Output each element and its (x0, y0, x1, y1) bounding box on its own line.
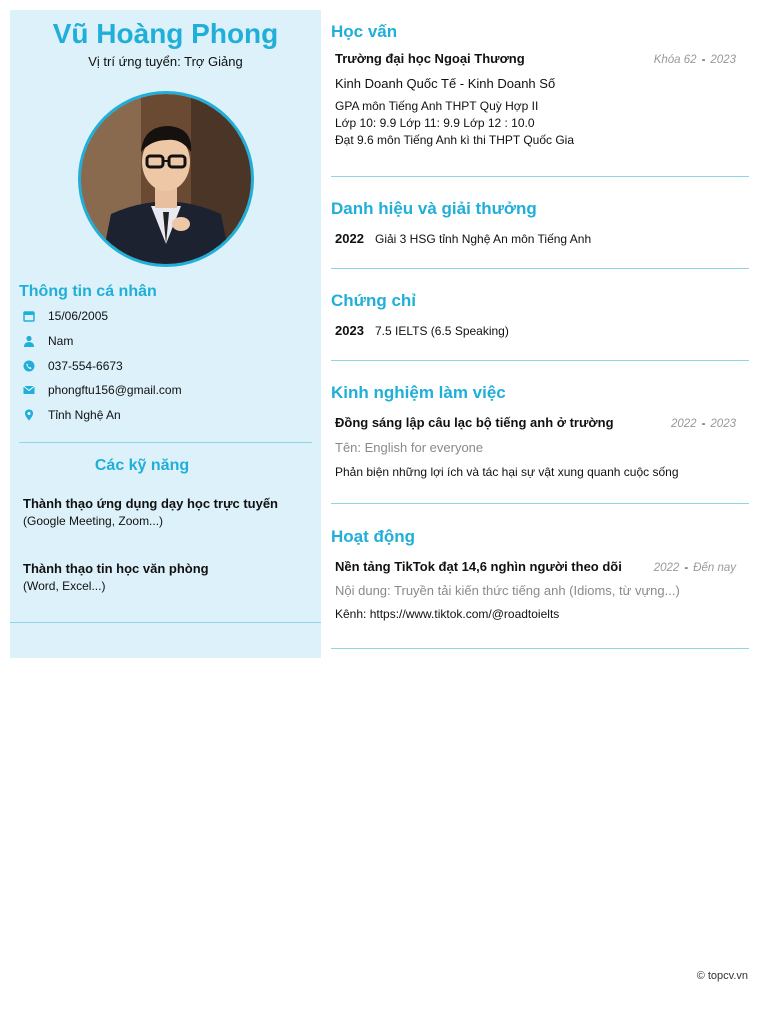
education-title: Học vấn (331, 22, 398, 41)
skills-title: Các kỹ năng (94, 457, 190, 474)
location-pin-icon (22, 408, 36, 422)
gender-row (22, 331, 73, 351)
email-row (22, 380, 182, 400)
divider (19, 442, 312, 443)
activity-content: Nội dung: Truyền tải kiến thức tiếng anh (Idioms, từ vựng...) (335, 583, 680, 598)
end-date: 2023 (710, 418, 736, 430)
activity-channel[interactable]: Kênh: https://www.tiktok.com/@roadtoielts (335, 607, 560, 621)
skill-detail: (Word, Excel...) (23, 579, 106, 593)
divider (331, 503, 749, 504)
major: Kinh Doanh Quốc Tế - Kinh Doanh Số (335, 76, 556, 91)
skill-item (23, 496, 308, 528)
divider (331, 268, 749, 269)
experience-dates: 2022 - 2023 (670, 418, 736, 430)
position-applied: Vị trí ứng tuyển: Trợ Giảng (88, 54, 243, 69)
certificates-title: Chứng chỉ (331, 291, 417, 310)
activity-name: Nền tảng TikTok đạt 14,6 nghìn người theo dõi (335, 559, 622, 574)
position-title: Đồng sáng lập câu lạc bộ tiếng anh ở trường (335, 415, 614, 430)
footer-credit[interactable]: © topcv.vn (696, 970, 748, 982)
certificates-section (331, 291, 749, 338)
gender-value: Nam (48, 334, 74, 348)
awards-section (331, 199, 749, 246)
person-icon (22, 334, 36, 348)
experience-title: Kinh nghiệm làm việc (331, 383, 506, 402)
awards-title: Danh hiệu và giải thưởng (331, 199, 537, 218)
start-date: 2022 (670, 418, 697, 430)
calendar-icon (22, 309, 36, 323)
end-date: Đến nay (693, 562, 736, 574)
company-name: Tên: English for everyone (335, 440, 484, 455)
divider (331, 360, 749, 361)
skill-item (23, 561, 308, 593)
candidate-name: Vũ Hoàng Phong (52, 18, 279, 49)
end-date: 2023 (710, 54, 736, 66)
personal-info-title: Thông tin cá nhân (19, 283, 157, 300)
avatar (78, 91, 254, 267)
email-icon (22, 383, 36, 397)
start-date: Khóa 62 (653, 54, 697, 66)
detail-line: Lớp 10: 9.9 Lớp 11: 9.9 Lớp 12 : 10.0 (335, 116, 535, 130)
certificate-year: 2023 (335, 323, 364, 338)
divider (331, 176, 749, 177)
certificate-item (331, 323, 749, 338)
phone-row (22, 356, 123, 376)
activities-section (331, 527, 749, 623)
birthday-value: 15/06/2005 (48, 309, 109, 323)
education-dates: Khóa 62 - 2023 (653, 54, 736, 66)
award-year: 2022 (335, 231, 364, 246)
education-details (335, 98, 736, 149)
activity-dates: 2022 - Đến nay (653, 562, 736, 574)
phone-icon (22, 359, 36, 373)
detail-line: GPA môn Tiếng Anh THPT Quỳ Hợp II (335, 99, 539, 113)
birthday-row (22, 306, 108, 326)
award-item (331, 231, 749, 246)
school-name: Trường đại học Ngoại Thương (335, 51, 525, 66)
divider (10, 622, 321, 623)
skill-detail: (Google Meeting, Zoom...) (23, 514, 164, 528)
education-section (331, 22, 749, 149)
divider (331, 648, 749, 649)
sidebar (10, 10, 321, 658)
certificate-text: 7.5 IELTS (6.5 Speaking) (375, 324, 509, 338)
award-text: Giải 3 HSG tỉnh Nghệ An môn Tiếng Anh (375, 232, 592, 246)
skill-name: Thành thạo tin học văn phòng (23, 561, 209, 576)
skill-name: Thành thạo ứng dụng dạy học trực tuyến (23, 496, 278, 511)
location-value: Tỉnh Nghệ An (48, 408, 121, 422)
start-date: 2022 (653, 562, 680, 574)
experience-section (331, 383, 749, 481)
email-value[interactable]: phongftu156@gmail.com (48, 383, 182, 397)
phone-value: 037-554-6673 (48, 359, 123, 373)
location-row (22, 405, 121, 425)
experience-description: Phản biện những lợi ích và tác hại sự vật xung quanh cuộc sống (335, 465, 679, 479)
activities-title: Hoạt động (331, 527, 416, 546)
detail-line: Đạt 9.6 môn Tiếng Anh kì thi THPT Quốc Gia (335, 133, 575, 147)
